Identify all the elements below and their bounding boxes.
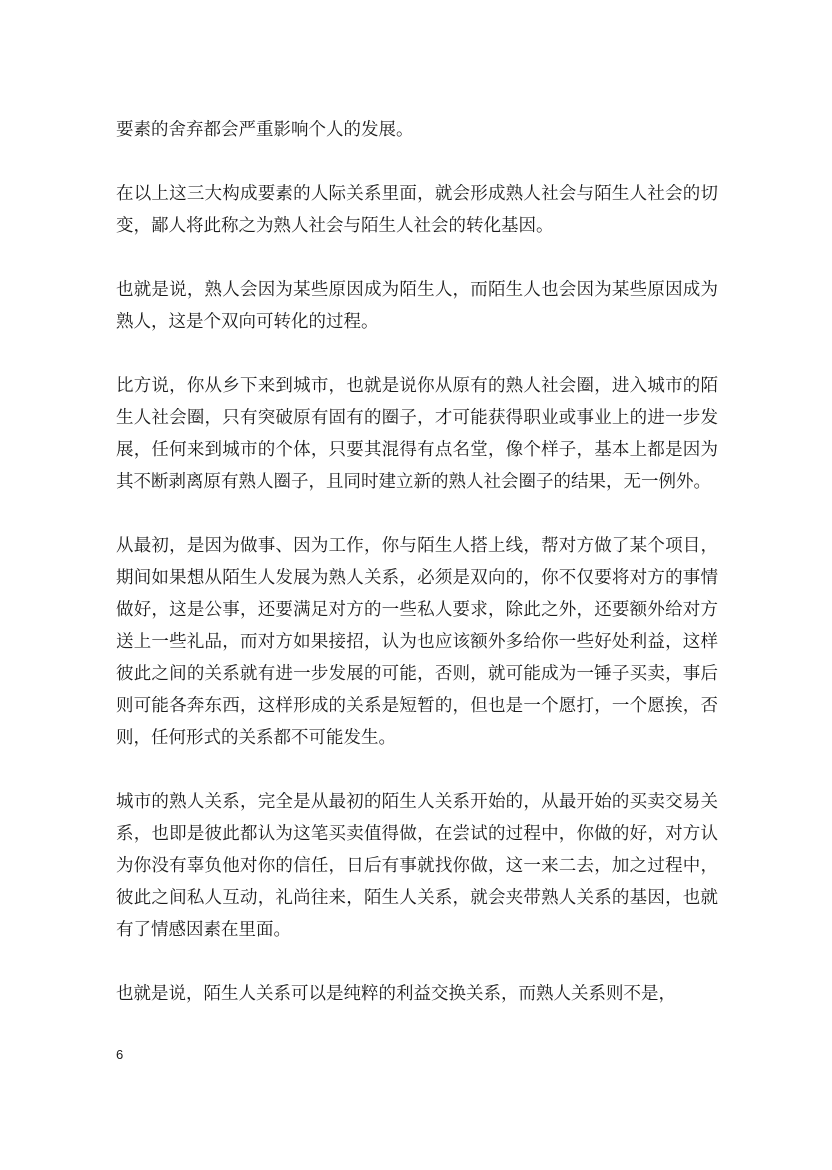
paragraph: 在以上这三大构成要素的人际关系里面，就会形成熟人社会与陌生人社会的切变，鄙人将此称之为熟人社会与陌生人社会的转化基因。	[116, 184, 718, 236]
body-text	[116, 114, 718, 1042]
paragraph: 比方说，你从乡下来到城市，也就是说你从原有的熟人社会圈，进入城市的陌生人社会圈，只有突破原有固有的圈子，才可能获得职业或事业上的进一步发展，任何来到城市的个体，只要其混得有点名堂，像个样子，基本上都是因为其不断剥离原有熟人圈子，且同时建立新的熟人社会圈子的结果，无一例外。	[116, 376, 718, 492]
paragraph: 从最初，是因为做事、因为工作，你与陌生人搭上线，帮对方做了某个项目，期间如果想从陌生人发展为熟人关系，必须是双向的，你不仅要将对方的事情做好，这是公事，还要满足对方的一些私人要求，除此之外，还要额外给对方送上一些礼品，而对方如果接招，认为也应该额外多给你一些好处利益，这样彼此之间的关系就有进一步发展的可能，否则，就可能成为一锤子买卖，事后则可能各奔东西，这样形成的关系是短暂的，但也是一个愿打，一个愿挨，否则，任何形式的关系都不可能发生。	[116, 536, 718, 748]
page-number: 6	[116, 1047, 124, 1062]
paragraph: 也就是说，熟人会因为某些原因成为陌生人，而陌生人也会因为某些原因成为熟人，这是个双向可转化的过程。	[116, 280, 718, 332]
paragraph: 要素的舍弃都会严重影响个人的发展。	[116, 120, 414, 140]
paragraph: 也就是说，陌生人关系可以是纯粹的利益交换关系，而熟人关系则不是，	[116, 984, 676, 1004]
paragraph: 城市的熟人关系，完全是从最初的陌生人关系开始的，从最开始的买卖交易关系，也即是彼此都认为这笔买卖值得做，在尝试的过程中，你做的好，对方认为你没有辜负他对你的信任，日后有事就找你做，这一来二去，加之过程中，彼此之间私人互动，礼尚往来，陌生人关系，就会夹带熟人关系的基因，也就有了情感因素在里面。	[116, 792, 718, 940]
